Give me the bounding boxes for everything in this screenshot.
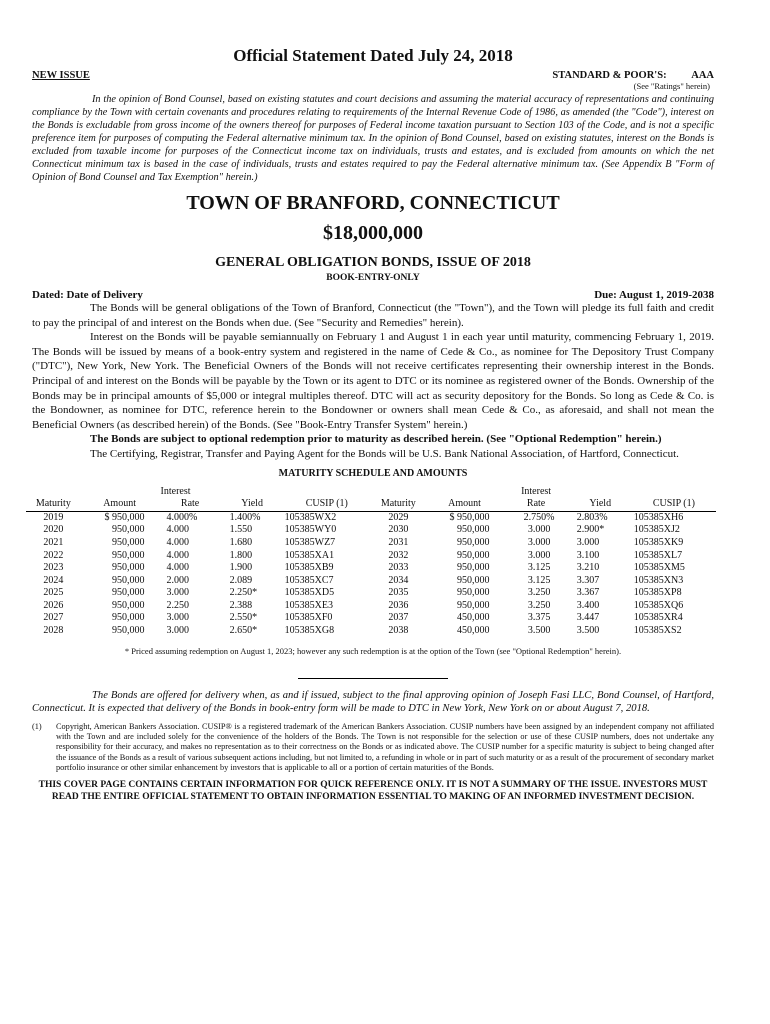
yield-cell: 1.800 bbox=[229, 549, 253, 561]
header-cusip: CUSIP (1) bbox=[283, 498, 371, 511]
maturity-cell: 2028 bbox=[43, 625, 64, 637]
rate-cell: 4.000 bbox=[166, 562, 190, 574]
rate-cell: 4.000 bbox=[166, 549, 190, 561]
paying-agent-paragraph: The Certifying, Registrar, Transfer and Paying Agent for the Bonds will be U.S. Bank National Association, of Hartford, Connecticut. bbox=[90, 447, 679, 460]
yield-cell: 3.447 bbox=[576, 612, 600, 624]
maturity-cell: 2022 bbox=[43, 549, 64, 561]
cusip-cell: 105385XE3 bbox=[284, 599, 333, 611]
header-yield: Yield bbox=[569, 498, 632, 511]
rating-line bbox=[552, 70, 714, 81]
header-maturity: Maturity bbox=[371, 498, 426, 511]
header-interest-left: Interest bbox=[160, 485, 191, 497]
rate-cell: 3.375 bbox=[527, 612, 551, 624]
yield-cell: 3.307 bbox=[576, 574, 600, 586]
yield-cell: 2.089 bbox=[229, 574, 253, 586]
issue-amount: $18,000,000 bbox=[323, 222, 423, 244]
redemption-paragraph: The Bonds are subject to optional redemption prior to maturity as described herein. (See "Optional Redemption" herein.) bbox=[90, 433, 662, 446]
dated-label: Dated: Date of Delivery bbox=[32, 289, 143, 301]
cusip-cell: 105385XC7 bbox=[284, 574, 334, 586]
maturity-cell: 2030 bbox=[388, 524, 409, 536]
amount-cell: 450,000 bbox=[456, 625, 490, 637]
yield-cell: 1.550 bbox=[229, 524, 253, 536]
maturity-cell: 2020 bbox=[43, 524, 64, 536]
header-amount: Amount bbox=[81, 498, 159, 511]
amount-cell: 950,000 bbox=[112, 562, 145, 574]
amount-cell: 950,000 bbox=[112, 536, 145, 548]
maturity-cell: 2023 bbox=[43, 562, 64, 574]
cusip-footnote bbox=[32, 722, 714, 773]
yield-cell: 1.680 bbox=[229, 536, 253, 548]
cusip-cell: 105385XA1 bbox=[284, 549, 335, 561]
cusip-cell: 105385XJ2 bbox=[633, 524, 680, 536]
header-yield: Yield bbox=[222, 498, 283, 511]
maturity-cell: 2021 bbox=[43, 536, 64, 548]
rating-value: AAA bbox=[691, 70, 714, 81]
header-amount: Amount bbox=[426, 498, 504, 511]
cusip-footnote-marker: (1) bbox=[32, 721, 42, 731]
table-header-row bbox=[26, 498, 716, 511]
header-rate: Rate bbox=[503, 498, 568, 511]
maturity-cell: 2038 bbox=[388, 625, 409, 637]
rate-cell: 3.000 bbox=[527, 536, 551, 548]
table-row bbox=[26, 587, 716, 600]
pricing-footnote: * Priced assuming redemption on August 1, 2023; however any such redemption is at the option of the Town (see "Optional Redemption" herein). bbox=[124, 645, 622, 656]
cusip-cell: 105385WZ7 bbox=[284, 536, 336, 548]
maturity-cell: 2025 bbox=[43, 587, 64, 599]
security-paragraph: The Bonds will be general obligations of the Town of Branford, Connecticut (the "Town"), and the Town will pledge its full faith and credit to pay the principal of and interest on the Bonds when due. (See "Security and Remedies" herein). bbox=[32, 302, 714, 329]
amount-cell: 450,000 bbox=[456, 612, 490, 624]
cusip-cell: 105385XG8 bbox=[284, 625, 335, 637]
new-issue-label: NEW ISSUE bbox=[32, 70, 90, 81]
due-label: Due: August 1, 2019-2038 bbox=[594, 289, 714, 301]
yield-cell: 2.900* bbox=[576, 524, 605, 536]
rate-cell: 3.000 bbox=[166, 625, 190, 637]
rate-cell: 3.000 bbox=[166, 587, 190, 599]
amount-cell: 950,000 bbox=[112, 599, 145, 611]
book-entry-label: BOOK-ENTRY-ONLY bbox=[326, 273, 420, 283]
offering-paragraph: The Bonds are offered for delivery when, as and if issued, subject to the final approving opinion of Joseph Fasi LLC, Bond Counsel, of Hartford, Connecticut. It is expected that delivery of the Bonds in book-entry form will be made to DTC in New York, New York on or about August 7, 2018. bbox=[32, 689, 714, 715]
maturity-cell: 2037 bbox=[388, 612, 409, 624]
issue-name: GENERAL OBLIGATION BONDS, ISSUE OF 2018 bbox=[215, 255, 531, 270]
yield-cell: 2.650* bbox=[229, 625, 258, 637]
table-row bbox=[26, 550, 716, 563]
cusip-cell: 105385XH6 bbox=[633, 511, 684, 523]
cusip-cell: 105385XQ6 bbox=[633, 599, 684, 611]
cusip-cell: 105385XS2 bbox=[633, 625, 682, 637]
amount-cell: 950,000 bbox=[456, 587, 490, 599]
amount-cell: 950,000 bbox=[456, 599, 490, 611]
rate-cell: 4.000 bbox=[166, 524, 190, 536]
schedule-title: MATURITY SCHEDULE AND AMOUNTS bbox=[278, 467, 468, 479]
separator-rule bbox=[298, 678, 448, 679]
rate-cell: 4.000% bbox=[166, 511, 198, 523]
rate-cell: 3.250 bbox=[527, 599, 551, 611]
amount-cell: $ 950,000 bbox=[449, 511, 490, 523]
rate-cell: 2.250 bbox=[166, 599, 190, 611]
maturity-schedule-table bbox=[26, 486, 716, 638]
amount-cell: 950,000 bbox=[456, 549, 490, 561]
maturity-cell: 2031 bbox=[388, 536, 409, 548]
yield-cell: 3.100 bbox=[576, 549, 600, 561]
issuer-name: TOWN OF BRANFORD, CONNECTICUT bbox=[186, 192, 560, 214]
header-rate: Rate bbox=[159, 498, 222, 511]
rate-cell: 4.000 bbox=[166, 536, 190, 548]
amount-cell: 950,000 bbox=[112, 524, 145, 536]
maturity-cell: 2024 bbox=[43, 574, 64, 586]
yield-cell: 3.500 bbox=[576, 625, 600, 637]
cusip-cell: 105385XB9 bbox=[284, 562, 334, 574]
cover-notice: THIS COVER PAGE CONTAINS CERTAIN INFORMATION FOR QUICK REFERENCE ONLY. IT IS NOT A SUMMARY OF THE ISSUE. INVESTORS MUST READ THE ENTIRE OFFICIAL STATEMENT TO OBTAIN INFORMATION ESSENTIAL TO MAKING OF AN INFORMED INVESTMENT DECISION. bbox=[38, 780, 708, 803]
cusip-cell: 105385XF0 bbox=[284, 612, 333, 624]
maturity-cell: 2036 bbox=[388, 599, 409, 611]
rating-reference: (See "Ratings" herein) bbox=[633, 81, 710, 91]
yield-cell: 3.210 bbox=[576, 562, 600, 574]
maturity-cell: 2033 bbox=[388, 562, 409, 574]
table-row bbox=[26, 562, 716, 575]
table-row bbox=[26, 600, 716, 613]
yield-cell: 2.388 bbox=[229, 599, 253, 611]
header-cusip: CUSIP (1) bbox=[632, 498, 716, 511]
amount-cell: 950,000 bbox=[112, 549, 145, 561]
cusip-cell: 105385XL7 bbox=[633, 549, 683, 561]
yield-cell: 3.000 bbox=[576, 536, 600, 548]
cusip-cell: 105385XR4 bbox=[633, 612, 683, 624]
maturity-cell: 2034 bbox=[388, 574, 409, 586]
yield-cell: 3.367 bbox=[576, 587, 600, 599]
amount-cell: 950,000 bbox=[112, 587, 145, 599]
cusip-cell: 105385WX2 bbox=[284, 511, 337, 523]
rate-cell: 3.000 bbox=[527, 524, 551, 536]
table-row bbox=[26, 575, 716, 588]
document-title: Official Statement Dated July 24, 2018 bbox=[233, 46, 513, 65]
table-row bbox=[26, 612, 716, 625]
maturity-cell: 2026 bbox=[43, 599, 64, 611]
interest-paragraph: Interest on the Bonds will be payable semiannually on February 1 and August 1 in each year until maturity, commencing February 1, 2019. The Bonds will be issued by means of a book-entry system and registered in the name of Cede & Co., as nominee for The Depository Trust Company ("DTC"), New York, New York. The Beneficial Owners of the Bonds will not receive certificates representing their ownership interest in the Bonds. Principal of and interest on the Bonds will be payable by the Town or its agent to DTC or its nominee as registered owner of the Bonds. Ownership of the Bonds may be in principal amounts of $5,000 or integral multiples thereof. DTC will act as security depository for the Bonds. So long as Cede & Co. is the Bondowner, as nominee for DTC, reference herein to the Bondowner or owners shall mean Cede & Co., as aforesaid, and shall not mean the Beneficial Owners (as described herein) of the Bonds. (See "Book-Entry Transfer System" herein.) bbox=[32, 331, 714, 431]
amount-cell: 950,000 bbox=[456, 536, 490, 548]
rating-agency: STANDARD & POOR'S: bbox=[552, 70, 667, 81]
amount-cell: $ 950,000 bbox=[104, 511, 145, 523]
maturity-cell: 2027 bbox=[43, 612, 64, 624]
official-statement-page bbox=[32, 46, 714, 803]
cusip-cell: 105385WY0 bbox=[284, 524, 337, 536]
maturity-cell: 2032 bbox=[388, 549, 409, 561]
amount-cell: 950,000 bbox=[456, 562, 490, 574]
yield-cell: 1.400% bbox=[229, 511, 261, 523]
amount-cell: 950,000 bbox=[456, 524, 490, 536]
rate-cell: 2.000 bbox=[166, 574, 190, 586]
header-maturity: Maturity bbox=[26, 498, 81, 511]
cusip-cell: 105385XD5 bbox=[284, 587, 335, 599]
table-header-top-row bbox=[26, 486, 716, 499]
yield-cell: 2.803% bbox=[576, 511, 608, 523]
table-row bbox=[26, 524, 716, 537]
maturity-cell: 2019 bbox=[43, 511, 64, 523]
table-row bbox=[26, 537, 716, 550]
rate-cell: 3.000 bbox=[166, 612, 190, 624]
header-interest-right: Interest bbox=[521, 485, 552, 497]
cusip-cell: 105385XP8 bbox=[633, 587, 682, 599]
amount-cell: 950,000 bbox=[112, 612, 145, 624]
table-row bbox=[26, 511, 716, 524]
rate-cell: 2.750% bbox=[523, 511, 555, 523]
table-row bbox=[26, 625, 716, 638]
rate-cell: 3.125 bbox=[527, 562, 551, 574]
yield-cell: 2.550* bbox=[229, 612, 258, 624]
maturity-rows bbox=[26, 511, 716, 637]
rate-cell: 3.125 bbox=[527, 574, 551, 586]
tax-opinion-paragraph: In the opinion of Bond Counsel, based on existing statutes and court decisions and assuming the material accuracy of representations and continuing compliance by the Town with certain covenants and procedures relating to requirements of the Internal Revenue Code of 1986, as amended (the "Code"), interest on the Bonds is excludable from gross income of the owners thereof for purposes of Federal income taxation pursuant to Section 103 of the Code, and is not a specific preference item for purposes of computing the Federal alternative minimum tax. In the opinion of Bond Counsel, based on existing statutes, interest on the Bonds is excluded from taxable income for purposes of the Connecticut income tax on individuals, trusts and estates, and is excluded from amounts on which the net Connecticut minimum tax is based in the case of individuals, trusts and estates required to pay the Federal alternative minimum tax. (See Appendix B "Form of Opinion of Bond Counsel and Tax Exemption" herein.) bbox=[32, 94, 714, 183]
amount-cell: 950,000 bbox=[112, 574, 145, 586]
amount-cell: 950,000 bbox=[112, 625, 145, 637]
yield-cell: 2.250* bbox=[229, 587, 258, 599]
maturity-cell: 2035 bbox=[388, 587, 409, 599]
issue-rating-row bbox=[32, 70, 714, 81]
cusip-footnote-text: Copyright, American Bankers Association. CUSIP® is a registered trademark of the American Bankers Association. CUSIP numbers have been assigned by an independent company not affiliated with the Town and are included solely for the convenience of the holders of the Bonds. The Town is not responsible for the selection or use of these CUSIP numbers, does not undertake any responsibility for their accuracy, and makes no representation as to their correctness on the Bonds or as indicated above. The CUSIP number for a specific maturity is subject to being changed after the issuance of the Bonds as a result of various subsequent actions including, but not limited to, a refunding in whole or in part of such maturity or as a result of the procurement of secondary market portfolio insurance or other similar enhancement by investors that is applicable to all or a portion of certain maturities of the Bonds. bbox=[56, 721, 714, 773]
yield-cell: 3.400 bbox=[576, 599, 600, 611]
rate-cell: 3.250 bbox=[527, 587, 551, 599]
rate-cell: 3.500 bbox=[527, 625, 551, 637]
cusip-cell: 105385XN3 bbox=[633, 574, 684, 586]
amount-cell: 950,000 bbox=[456, 574, 490, 586]
maturity-cell: 2029 bbox=[388, 511, 409, 523]
yield-cell: 1.900 bbox=[229, 562, 253, 574]
dated-due-row bbox=[32, 289, 714, 301]
cusip-cell: 105385XK9 bbox=[633, 536, 684, 548]
cusip-cell: 105385XM5 bbox=[633, 562, 685, 574]
rate-cell: 3.000 bbox=[527, 549, 551, 561]
